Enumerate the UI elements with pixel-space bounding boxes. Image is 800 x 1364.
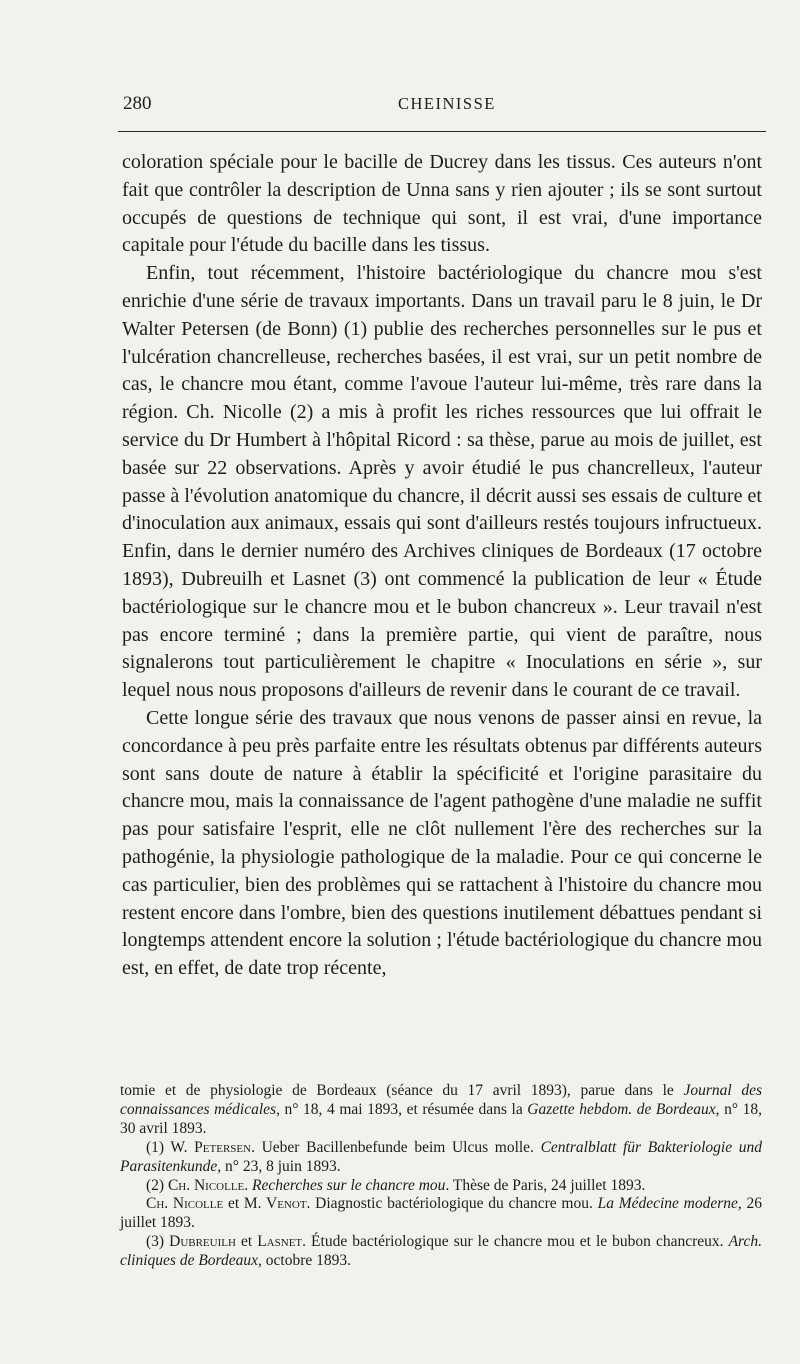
paragraph: coloration spéciale pour le bacille de Ducrey dans les tissus. Ces auteurs n'ont fait que contrôler la description de Unna sans y rien ajouter ; ils se sont surtout occupés de questions de technique qui sont, il est vrai, d'une importance capitale pour l'étude du bacille dans les tissus. [122,151,762,257]
footnote-3: (3) Dubreuilh et Lasnet. Étude bactériologique sur le chancre mou et le bubon chancreux. Arch. cliniques de Bordeaux, octobre 1893. [120,1233,763,1270]
header-rule [118,131,766,132]
footnotes [120,1082,762,1271]
page-header [120,93,756,119]
footnote-continuation: tomie et de physiologie de Bordeaux (séance du 17 avril 1893), parue dans le Journal des connaissances médicales, n° 18, 4 mai 1893, et résumée dans la Gazette hebdom. de Bordeaux, n° 18, 30 avril 1893. [120,1082,762,1137]
paragraph: Enfin, tout récemment, l'histoire bactériologique du chancre mou s'est enrichie d'une série de travaux importants. Dans un travail paru le 8 juin, le Dr Walter Petersen (de Bonn) (1) publie des recherches personnelles sur le pus et l'ulcération chancrelleuse, recherches basées, il est vrai, sur un petit nombre de cas, le chancre mou étant, comme l'avoue l'auteur lui-même, très rare dans la région. Ch. Nicolle (2) a mis à profit les riches ressources que lui offrait le service du Dr Humbert à l'hôpital Ricord : sa thèse, parue au mois de juillet, est basée sur 22 observations. Après y avoir étudié le pus chancrelleux, l'auteur passe à l'évolution anatomique du chancre, il décrit aussi ses essais de culture et d'inoculation aux animaux, essais qui sont d'ailleurs restés toujours infructueux. Enfin, dans le dernier numéro des Archives cliniques de Bordeaux (17 octobre 1893), Dubreuilh et Lasnet (3) ont commencé la publication de leur « Étude bactériologique sur le chancre mou et le bubon chancreux ». Leur travail n'est pas encore terminé ; dans la première partie, qui vient de paraître, nous signalerons tout particulièrement le chapitre « Inoculations en série », sur lequel nous nous proposons d'ailleurs de revenir dans le courant de ce travail. [122,262,762,702]
page-number: 280 [123,93,152,114]
footnote-2: (2) Ch. Nicolle. Recherches sur le chancre mou. Thèse de Paris, 24 juillet 1893. [146,1176,646,1194]
main-text [122,149,762,983]
paragraph: Cette longue série des travaux que nous venons de passer ainsi en revue, la concordance à peu près parfaite entre les résultats obtenus par différents auteurs sont sans doute de nature à établir la spécificité et l'origine parasitaire du chancre mou, mais la connaissance de l'agent pathogène d'une maladie ne suffit pas pour satisfaire l'esprit, elle ne clôt nullement l'ère des recherches sur la pathogénie, la physiologie pathologique de la maladie. Pour ce qui concerne le cas particulier, bien des problèmes qui se rattachent à l'histoire du chancre mou restent encore dans l'ombre, bien des questions inutilement débattues pendant si longtemps attendent encore la solution ; l'étude bactériologique du chancre mou est, en effet, de date trop récente, [122,706,762,980]
footnote-2b: Ch. Nicolle et M. Venot. Diagnostic bactériologique du chancre mou. La Médecine moderne, 26 juillet 1893. [120,1195,763,1232]
footnote-1: (1) W. Petersen. Ueber Bacillenbefunde beim Ulcus molle. Centralblatt für Bakteriologie und Parasitenkunde, n° 23, 8 juin 1893. [120,1138,762,1175]
running-title: CHEINISSE [398,94,496,113]
